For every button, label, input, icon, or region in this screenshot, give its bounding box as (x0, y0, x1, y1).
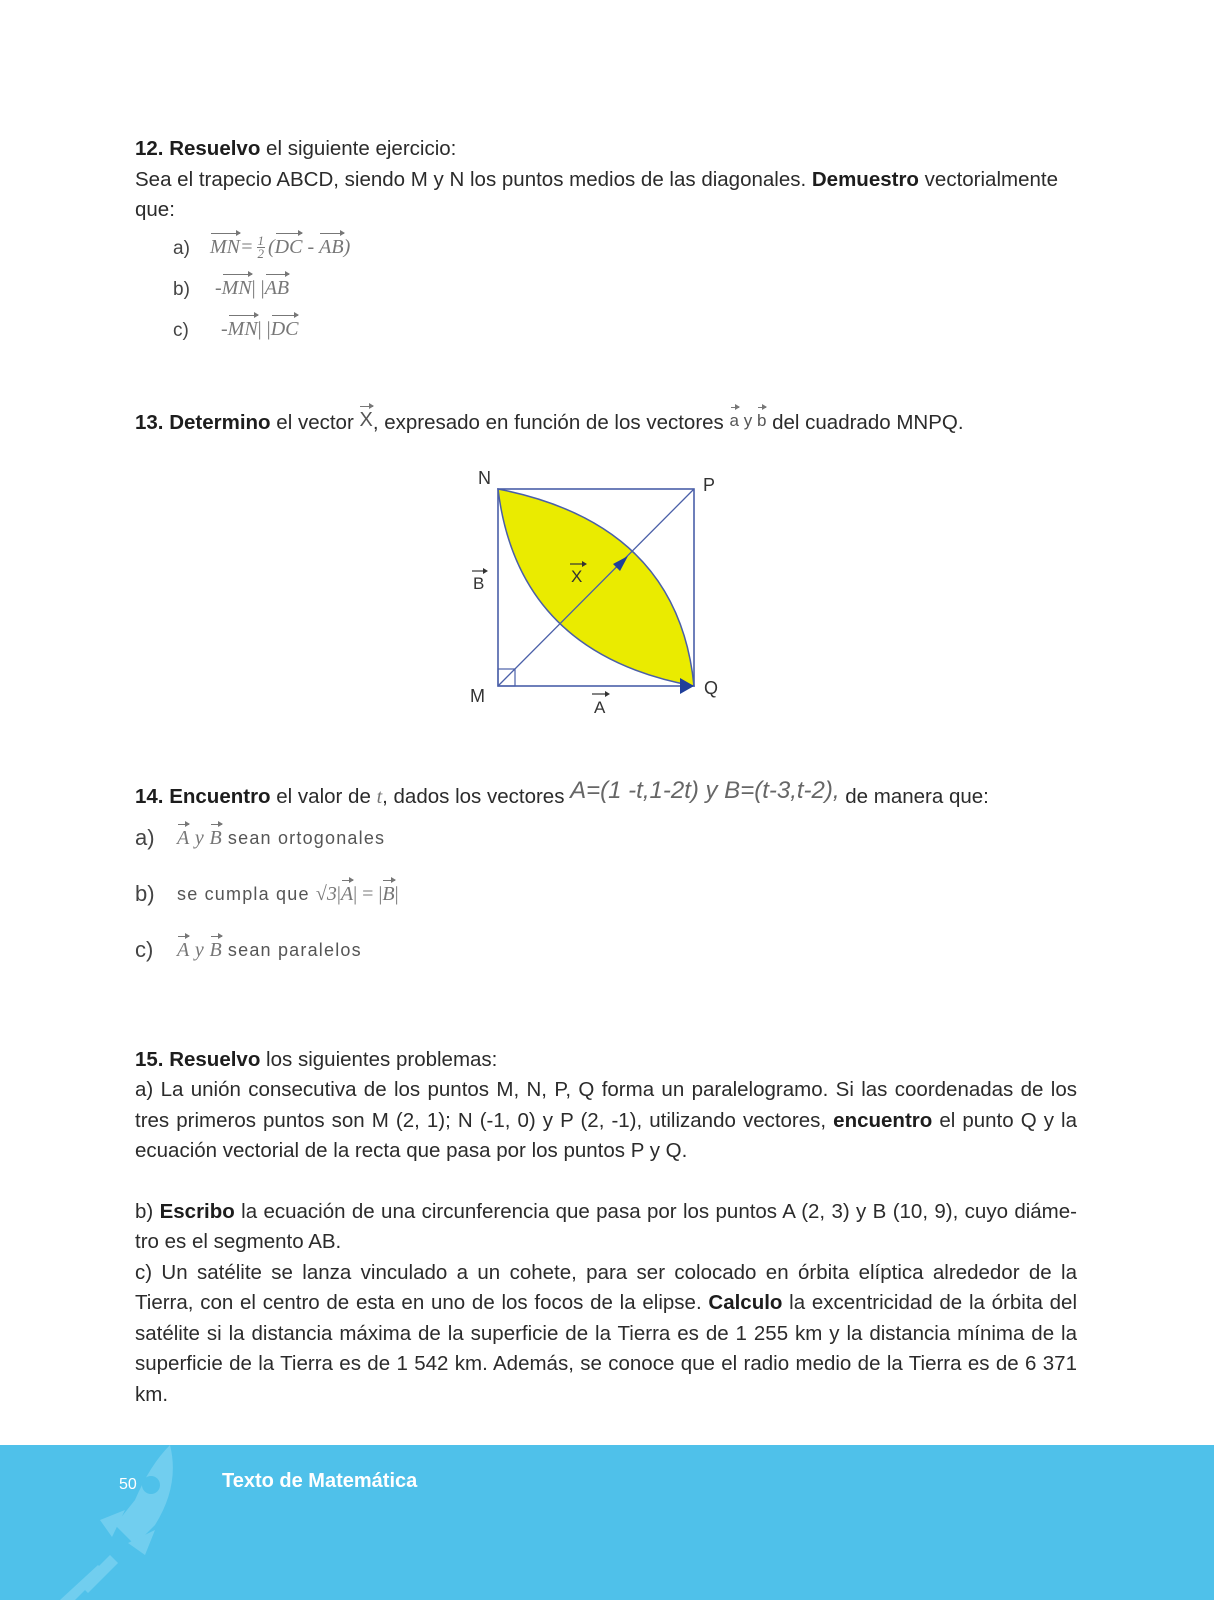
label-vector-a: A (594, 698, 606, 717)
label-m: M (470, 686, 485, 706)
formula-c: -MN| |DC (221, 314, 298, 345)
exercise-12-item-a: a) MN= $\frac{1}{2}$ (DC - AB) (173, 233, 351, 262)
square-diagram (458, 464, 758, 724)
exercise-12-heading: 12. Resuelvo el siguiente ejercicio: (135, 137, 457, 160)
page-footer (0, 1445, 1214, 1600)
exercise-13 (135, 405, 1077, 439)
exercise-12-item-b: b) -MN| |AB (135, 275, 1077, 316)
exercise-15-part-a: a) La unión consecutiva de los puntos M, N, P, Q forma un paralelogramo. Si las coordenadas de los tres primeros puntos son M (2, 1); N (-1, 0) y P (2, -1), utilizando vectores, encuentro el punto Q y la ecuación vectorial de la recta que pasa por los puntos P y Q. (135, 1078, 1077, 1162)
exercise-14 (135, 776, 1077, 991)
formula-b: -MN| |AB (215, 273, 289, 304)
square-mnpq-figure (458, 464, 758, 724)
formula-a: MN= $\frac{1}{2}$ (DC - AB) (210, 233, 351, 262)
exercise-12-statement: Sea el trapecio ABCD, siendo M y N los puntos medios de las diagonales. Demuestro vectorialmente que: (135, 167, 1058, 221)
label-n: N (478, 468, 491, 488)
exercise-15-part-c: c) Un satélite se lanza vinculado a un cohete, para ser colocado en órbita elíptica alrededor de la Tierra, con el centro de esta en uno de los focos de la elipse. Calculo la excentricidad de la órbita del satélite si la distancia máxima de la superficie de la Tierra es de 1 255 km y la distancia mínima de la superficie de la Tierra es de 1 542 km. Además, se conoce que el radio medio de la Tierra es de 6 371 km. (135, 1260, 1078, 1406)
page-number: 50 (119, 1476, 137, 1493)
label-p: P (703, 475, 716, 495)
exercise-15 (135, 1045, 1077, 1411)
exercise-14-item-b: b) se cumpla que √3|A| = |B| (135, 879, 1077, 935)
exercise-15-part-b: b) Escribo la ecuación de una circunferencia que pasa por los puntos A (2, 3) y B (10, 9), cuyo diáme-tro es el segmento AB. (135, 1199, 1077, 1253)
label-q: Q (704, 678, 719, 698)
exercise-13-heading: 13. Determino el vector X, expresado en función de los vectores a y b del cuadrado MNPQ. (135, 405, 1077, 439)
exercise-14-item-a: a) A y B sean ortogonales (135, 823, 1077, 879)
exercise-12-item-c: c) -MN| |DC (135, 316, 1077, 357)
exercise-14-item-c: c) A y B sean paralelos (135, 935, 1077, 991)
exercise-14-heading: 14. Encuentro el valor de t, dados los vectores A=(1 -t,1-2t) y B=(t-3,t-2), de manera que: (135, 777, 989, 808)
page-content-lower (135, 776, 1077, 1410)
label-vector-b: B (473, 574, 485, 593)
exercise-12 (135, 134, 1077, 357)
exercise-15-heading: 15. Resuelvo los siguientes problemas: (135, 1047, 498, 1071)
label-vector-x: X (571, 567, 583, 586)
footer-title: Texto de Matemática (222, 1470, 418, 1492)
page-content (135, 134, 1077, 438)
rocket-icon (40, 1445, 240, 1600)
